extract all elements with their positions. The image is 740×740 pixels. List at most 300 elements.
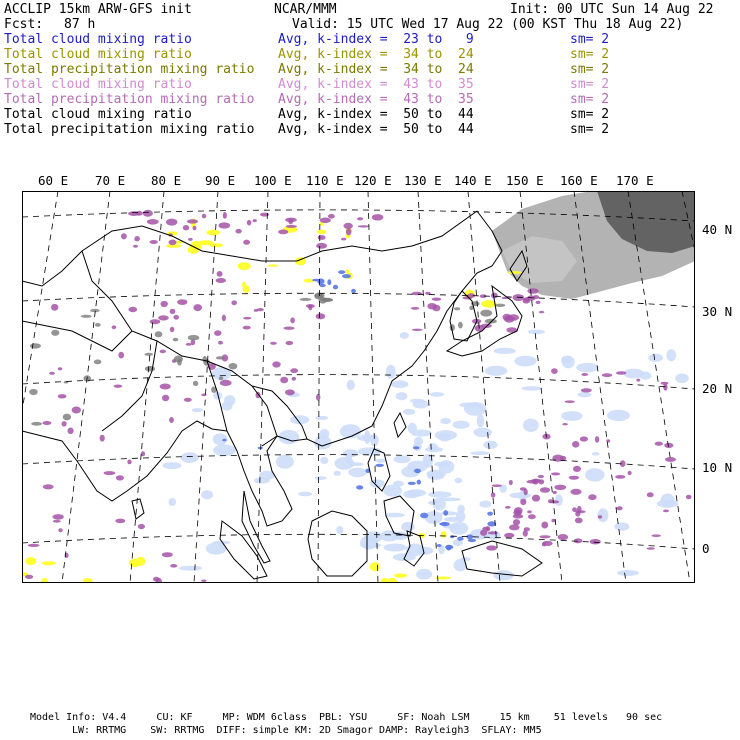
- field-patch: [615, 475, 625, 479]
- field-patch: [31, 422, 42, 426]
- field-patch: [548, 499, 553, 503]
- field-patch: [318, 235, 326, 240]
- field-patch: [155, 331, 163, 337]
- lon-label: 130 E: [404, 173, 442, 188]
- field-patch: [443, 510, 448, 516]
- field-patch: [428, 491, 451, 498]
- field-patch: [177, 359, 182, 366]
- lon-label: 150 E: [506, 173, 544, 188]
- field-patch: [229, 363, 238, 369]
- field-patch: [495, 304, 505, 307]
- field-patch: [341, 238, 346, 241]
- field-patch: [218, 341, 223, 345]
- legend-sm: sm= 2: [570, 47, 610, 62]
- field-patch: [539, 535, 550, 538]
- field-patch: [58, 367, 62, 370]
- organization-label: NCAR/MMM: [274, 2, 337, 17]
- field-patch: [581, 373, 588, 376]
- legend-avg: Avg, k-index = 34 to 24: [278, 62, 474, 77]
- field-patch: [411, 307, 420, 310]
- lon-label: 120 E: [354, 173, 392, 188]
- field-patch: [598, 515, 602, 518]
- legend-name: Total cloud mixing ratio: [4, 77, 192, 92]
- field-patch: [491, 492, 496, 497]
- field-patch: [651, 534, 661, 537]
- field-patch: [169, 240, 177, 246]
- field-patch: [346, 228, 352, 235]
- field-patch: [213, 444, 236, 456]
- field-patch: [173, 338, 179, 342]
- field-patch: [118, 352, 124, 359]
- field-patch: [647, 547, 655, 550]
- field-patch: [292, 377, 296, 381]
- legend-avg: Avg, k-index = 23 to 9: [278, 32, 474, 47]
- field-patch: [214, 330, 221, 336]
- field-patch: [430, 392, 445, 397]
- field-patch: [457, 537, 463, 541]
- field-patch: [425, 511, 443, 524]
- field-patch: [223, 212, 227, 219]
- legend-sm: sm= 2: [570, 107, 610, 122]
- field-patch: [480, 310, 492, 317]
- field-patch: [453, 421, 470, 429]
- legend-avg: Avg, k-index = 50 to 44: [278, 107, 474, 122]
- field-patch: [590, 539, 601, 544]
- field-patch: [162, 552, 173, 557]
- field-patch: [675, 374, 689, 384]
- field-patch: [280, 377, 288, 384]
- field-patch: [648, 354, 663, 362]
- field-patch: [342, 274, 351, 278]
- field-patch: [315, 416, 328, 420]
- field-patch: [220, 380, 232, 386]
- field-patch: [521, 386, 542, 390]
- field-patch: [348, 468, 367, 478]
- field-patch: [347, 380, 355, 390]
- field-patch: [133, 245, 138, 248]
- field-patch: [647, 492, 654, 497]
- field-patch: [147, 219, 159, 225]
- legend-avg: Avg, k-index = 43 to 35: [278, 77, 474, 92]
- field-patch: [358, 447, 382, 455]
- field-patch: [360, 536, 377, 550]
- field-patch: [58, 394, 67, 398]
- field-patch: [238, 262, 251, 270]
- field-patch: [386, 365, 396, 379]
- field-patch: [316, 394, 320, 401]
- field-patch: [141, 451, 145, 456]
- field-patch: [527, 288, 538, 294]
- field-patch: [408, 482, 416, 485]
- field-patch: [439, 523, 446, 526]
- model-info-line2: LW: RRTMG SW: RRTMG DIFF: simple KM: 2D Smagor DAMP: Rayleigh3 SFLAY: MM5: [72, 725, 542, 736]
- field-patch: [575, 510, 585, 513]
- field-patch: [201, 490, 213, 499]
- field-patch: [100, 435, 105, 442]
- field-patch: [480, 501, 492, 508]
- field-patch: [184, 398, 192, 402]
- field-patch: [664, 443, 673, 448]
- field-patch: [412, 329, 423, 331]
- legend-name: Total cloud mixing ratio: [4, 32, 192, 47]
- field-patch: [485, 366, 508, 376]
- field-patch: [166, 219, 177, 226]
- field-patch: [483, 441, 497, 449]
- weather-map: [22, 191, 695, 583]
- field-patch: [425, 447, 443, 452]
- field-patch: [375, 464, 384, 467]
- field-patch: [160, 350, 166, 354]
- lat-label: 30 N: [702, 304, 733, 319]
- field-patch: [306, 304, 315, 308]
- field-patch: [486, 545, 497, 550]
- forecast-label: Fcst:: [4, 17, 44, 32]
- field-patch: [222, 439, 226, 442]
- field-patch: [555, 494, 563, 506]
- field-patch: [170, 564, 177, 568]
- field-patch: [187, 219, 198, 223]
- field-patch: [414, 469, 421, 474]
- field-patch: [562, 356, 575, 369]
- field-patch: [173, 315, 179, 320]
- field-patch: [514, 507, 523, 514]
- field-patch: [316, 243, 327, 249]
- lat-label: 40 N: [702, 222, 733, 237]
- field-patch: [304, 279, 314, 283]
- field-patch: [513, 514, 524, 518]
- field-patch: [400, 332, 409, 339]
- field-patch: [51, 304, 58, 311]
- model-info-line1: Model Info: V4.4 CU: KF MP: WDM 6class PBL: YSU SF: Noah LSM 15 km 51 levels 90 sec: [30, 712, 663, 723]
- field-patch: [290, 368, 298, 373]
- field-patch: [43, 484, 54, 489]
- field-patch: [458, 322, 463, 329]
- field-patch: [385, 513, 405, 518]
- field-patch: [224, 395, 235, 406]
- field-patch: [614, 522, 629, 530]
- field-patch: [25, 575, 33, 579]
- field-patch: [243, 326, 251, 330]
- field-patch: [112, 325, 117, 329]
- field-patch: [150, 240, 158, 244]
- field-patch: [509, 480, 513, 485]
- legend-sm: sm= 2: [570, 77, 610, 92]
- field-patch: [203, 356, 208, 363]
- field-patch: [256, 392, 261, 399]
- field-patch: [115, 519, 125, 524]
- field-patch: [505, 506, 511, 509]
- field-patch: [513, 519, 520, 525]
- field-patch: [551, 368, 558, 374]
- field-patch: [177, 299, 187, 305]
- field-patch: [51, 330, 59, 336]
- field-patch: [285, 389, 295, 395]
- field-patch: [686, 495, 692, 500]
- field-patch: [536, 301, 541, 304]
- field-patch: [270, 342, 277, 345]
- field-patch: [343, 449, 358, 457]
- field-patch: [532, 479, 538, 485]
- field-patch: [473, 428, 492, 437]
- field-patch: [348, 462, 364, 466]
- field-patch: [68, 428, 74, 435]
- field-patch: [577, 392, 591, 397]
- field-patch: [540, 487, 550, 493]
- field-patch: [30, 343, 41, 348]
- field-patch: [509, 492, 531, 498]
- field-patch: [193, 226, 197, 230]
- field-patch: [384, 544, 407, 552]
- field-patch: [663, 510, 669, 513]
- lat-label: 20 N: [702, 381, 733, 396]
- field-patch: [413, 446, 420, 449]
- field-patch: [464, 402, 487, 416]
- field-patch: [520, 487, 527, 490]
- field-patch: [338, 270, 345, 274]
- field-patch: [116, 475, 124, 480]
- field-patch: [193, 304, 202, 311]
- field-patch: [665, 457, 676, 462]
- field-patch: [127, 460, 131, 465]
- field-patch: [527, 510, 532, 513]
- lon-label: 160 E: [560, 173, 598, 188]
- field-patch: [114, 385, 123, 388]
- field-patch: [562, 423, 568, 425]
- field-patch: [394, 574, 407, 578]
- field-patch: [235, 229, 241, 234]
- field-patch: [188, 238, 193, 241]
- field-patch: [95, 323, 101, 327]
- field-patch: [344, 223, 353, 229]
- field-patch: [63, 414, 71, 421]
- field-patch: [487, 512, 493, 516]
- field-patch: [278, 230, 288, 235]
- field-patch: [336, 526, 343, 534]
- field-patch: [538, 475, 544, 478]
- field-patch: [416, 569, 432, 580]
- field-patch: [161, 301, 168, 307]
- field-patch: [183, 225, 189, 230]
- field-patch: [628, 471, 632, 475]
- field-patch: [201, 580, 206, 582]
- legend-sm: sm= 2: [570, 62, 610, 77]
- field-patch: [406, 489, 426, 496]
- field-patch: [588, 494, 596, 500]
- legend-name: Total cloud mixing ratio: [4, 47, 192, 62]
- field-patch: [104, 471, 116, 475]
- legend-name: Total precipitation mixing ratio: [4, 92, 255, 107]
- field-patch: [53, 520, 61, 523]
- field-patch: [539, 311, 544, 313]
- field-patch: [570, 489, 581, 495]
- field-patch: [192, 408, 203, 412]
- field-patch: [181, 452, 199, 463]
- field-patch: [432, 298, 442, 301]
- legend-avg: Avg, k-index = 43 to 35: [278, 92, 474, 107]
- field-patch: [81, 315, 92, 318]
- field-patch: [573, 466, 581, 472]
- field-patch: [49, 372, 55, 375]
- legend-avg: Avg, k-index = 50 to 44: [278, 122, 474, 137]
- field-patch: [247, 220, 252, 226]
- field-patch: [243, 240, 250, 245]
- field-patch: [202, 214, 206, 219]
- field-patch: [541, 522, 548, 529]
- init-time: Init: 00 UTC Sun 14 Aug 22: [510, 2, 714, 17]
- field-patch: [444, 517, 462, 522]
- field-patch: [315, 476, 327, 480]
- field-patch: [283, 327, 294, 330]
- field-patch: [607, 410, 630, 421]
- field-patch: [328, 214, 335, 219]
- field-patch: [403, 409, 415, 415]
- field-patch: [207, 230, 220, 236]
- field-patch: [169, 417, 174, 423]
- field-patch: [636, 379, 640, 382]
- field-patch: [28, 544, 40, 547]
- field-patch: [58, 528, 62, 532]
- field-patch: [595, 436, 599, 443]
- lon-label: 90 E: [205, 173, 236, 188]
- field-patch: [286, 341, 294, 345]
- field-patch: [290, 317, 295, 323]
- field-patch: [320, 218, 331, 224]
- field-patch: [572, 441, 579, 448]
- legend-name: Total cloud mixing ratio: [4, 107, 192, 122]
- field-patch: [258, 447, 263, 449]
- field-patch: [272, 361, 280, 367]
- field-patch: [62, 421, 67, 426]
- field-patch: [437, 544, 442, 547]
- field-patch: [254, 309, 259, 312]
- model-title: ACCLIP 15km ARW-GFS init: [4, 2, 192, 17]
- lat-label: 0: [702, 541, 710, 556]
- field-patch: [454, 307, 460, 310]
- field-patch: [42, 561, 56, 565]
- field-patch: [391, 380, 408, 388]
- field-patch: [94, 360, 102, 365]
- field-patch: [663, 384, 667, 391]
- field-patch: [219, 222, 231, 228]
- field-patch: [435, 430, 457, 440]
- field-patch: [532, 495, 540, 502]
- field-patch: [143, 210, 153, 217]
- field-patch: [383, 485, 402, 497]
- field-patch: [160, 384, 171, 390]
- field-patch: [440, 418, 451, 424]
- field-patch: [504, 533, 514, 538]
- field-patch: [520, 499, 526, 505]
- field-patch: [441, 511, 458, 515]
- field-patch: [420, 513, 428, 519]
- field-patch: [276, 455, 294, 469]
- legend-sm: sm= 2: [570, 32, 610, 47]
- field-patch: [565, 400, 575, 403]
- field-patch: [523, 419, 539, 432]
- field-patch: [216, 356, 225, 359]
- field-patch: [580, 436, 588, 441]
- legend-avg: Avg, k-index = 34 to 24: [278, 47, 474, 62]
- field-patch: [507, 271, 522, 274]
- field-patch: [317, 230, 327, 234]
- field-patch: [396, 392, 408, 400]
- field-patch: [357, 217, 363, 220]
- field-patch: [169, 498, 177, 506]
- lon-label: 60 E: [38, 173, 69, 188]
- field-patch: [145, 366, 155, 371]
- field-patch: [533, 295, 539, 299]
- field-patch: [158, 315, 169, 320]
- field-patch: [560, 456, 566, 461]
- field-patch: [585, 468, 605, 481]
- field-patch: [217, 271, 223, 277]
- field-patch: [558, 534, 568, 540]
- field-patch: [394, 455, 411, 463]
- field-patch: [417, 480, 421, 485]
- field-patch: [507, 314, 519, 320]
- field-patch: [450, 535, 454, 538]
- field-patch: [179, 566, 202, 571]
- field-patch: [551, 472, 560, 475]
- field-patch: [243, 285, 250, 293]
- field-patch: [260, 213, 269, 217]
- field-patch: [231, 300, 237, 305]
- field-patch: [624, 369, 644, 379]
- field-patch: [542, 541, 552, 546]
- field-patch: [319, 284, 326, 287]
- field-patch: [427, 303, 436, 309]
- field-patch: [617, 570, 639, 576]
- field-patch: [598, 508, 609, 522]
- field-patch: [455, 478, 463, 484]
- legend-name: Total precipitation mixing ratio: [4, 122, 255, 137]
- field-patch: [29, 389, 37, 395]
- field-patch: [323, 298, 333, 302]
- field-patch: [509, 524, 520, 530]
- field-patch: [666, 349, 676, 361]
- field-patch: [316, 313, 326, 319]
- field-patch: [145, 353, 154, 356]
- field-patch: [528, 514, 536, 519]
- field-patch: [163, 462, 182, 469]
- legend-sm: sm= 2: [570, 92, 610, 107]
- field-patch: [219, 377, 223, 381]
- field-patch: [351, 289, 356, 293]
- field-patch: [298, 492, 312, 497]
- lat-label: 10 N: [702, 460, 733, 475]
- forecast-hours: 87 h: [64, 17, 96, 32]
- field-patch: [470, 451, 490, 455]
- field-patch: [372, 214, 384, 220]
- field-patch: [569, 476, 579, 480]
- field-patch: [575, 518, 583, 524]
- field-patch: [375, 459, 385, 463]
- field-patch: [616, 371, 626, 374]
- field-patch: [492, 484, 502, 487]
- field-patch: [162, 395, 169, 401]
- field-patch: [553, 491, 557, 494]
- field-patch: [286, 225, 297, 228]
- lon-label: 70 E: [95, 173, 126, 188]
- field-patch: [576, 363, 598, 372]
- field-patch: [121, 233, 127, 239]
- field-patch: [300, 298, 312, 301]
- field-patch: [482, 527, 489, 531]
- field-patch: [216, 278, 226, 283]
- field-patch: [288, 219, 293, 225]
- field-patch: [243, 317, 251, 320]
- field-patch: [334, 471, 341, 476]
